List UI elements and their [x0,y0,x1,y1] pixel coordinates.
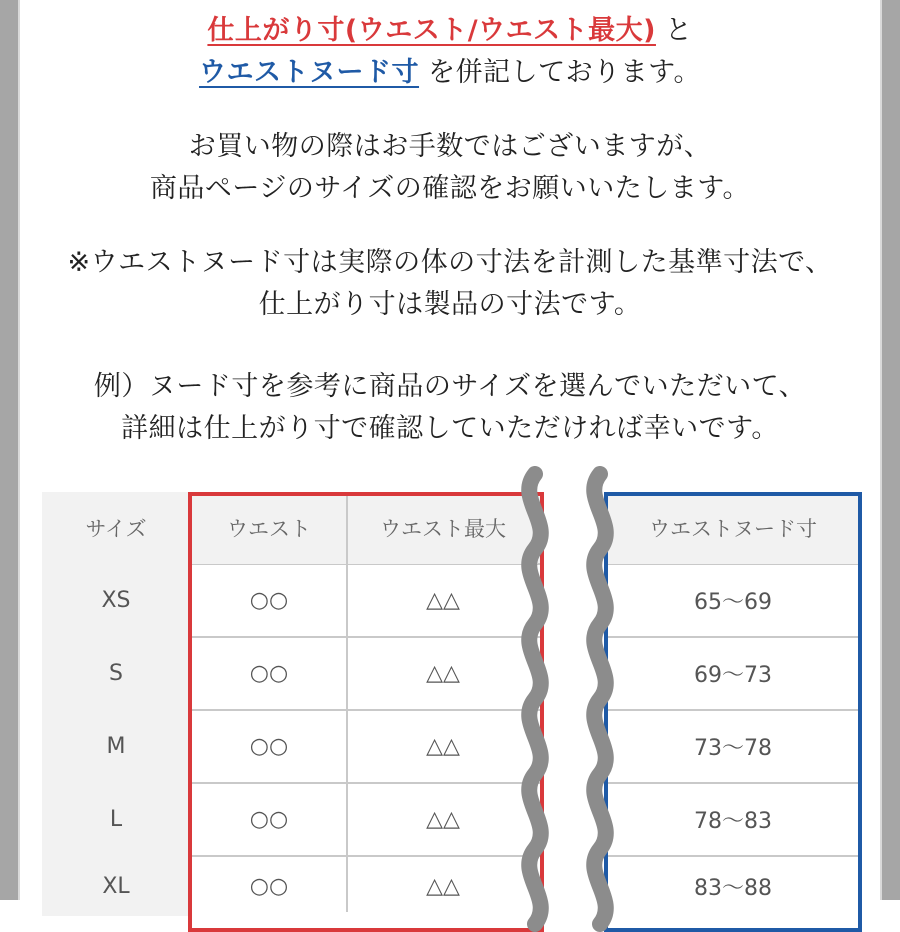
intro-line-2-suffix: を併記しております。 [419,57,701,88]
cell-nude-waist: 83〜88 [694,875,772,901]
header-waist-max: ウエスト最大 [348,492,538,564]
row-size-xl: XL [42,856,190,916]
nude-size-frame [604,492,862,932]
intro-line-1-suffix: と [655,15,693,46]
nude-size-term: ウエストヌード寸 [199,57,420,88]
row-size-m: M [42,710,190,783]
notice-line-2: 商品ページのサイズの確認をお願いいたします。 [149,173,751,204]
finished-size-frame [188,492,544,932]
row-size-xs: XS [42,564,190,637]
definition-line-1: ※ウエストヌード寸は実際の体の寸法を計測した基準寸法で、 [67,247,833,278]
cell-waist-max: △△ [426,588,460,613]
example-line-2: 詳細は仕上がり寸で確認していただければ幸いです。 [121,413,779,444]
cell-waist-max: △△ [426,807,460,832]
left-frame-border [0,0,18,900]
notice-line-1: お買い物の際はお手数ではございますが、 [188,131,712,162]
header-waist: ウエスト [192,492,346,564]
cell-waist: ○○ [249,873,289,899]
cell-nude-waist: 78〜83 [694,809,772,834]
cell-waist: ○○ [249,661,289,686]
intro-line-1 [20,14,880,48]
row-size-s: S [42,637,190,710]
right-inner-border [880,0,882,900]
cell-waist-max: △△ [426,873,460,899]
wave-cut-right [575,474,625,904]
wave-cut-left [510,474,560,904]
cell-waist-max: △△ [426,734,460,759]
intro-line-2 [20,56,880,90]
example-line-1: 例）ヌード寸を参考に商品のサイズを選んでいただいて、 [93,371,807,402]
finished-size-term: 仕上がり寸(ウエスト/ウエスト最大) [207,15,656,46]
size-table [42,492,860,912]
cell-waist-max: △△ [426,661,460,686]
cell-nude-waist: 65〜69 [694,590,772,615]
header-nude-waist: ウエストヌード寸 [606,492,860,564]
cell-waist: ○○ [249,807,289,832]
cell-nude-waist: 73〜78 [694,736,772,761]
header-size: サイズ [42,492,190,564]
cell-nude-waist: 69〜73 [694,663,772,688]
right-frame-border [882,0,900,900]
row-size-l: L [42,783,190,856]
cell-waist: ○○ [249,588,289,613]
cell-waist: ○○ [249,734,289,759]
definition-line-2: 仕上がり寸は製品の寸法です。 [258,289,642,320]
